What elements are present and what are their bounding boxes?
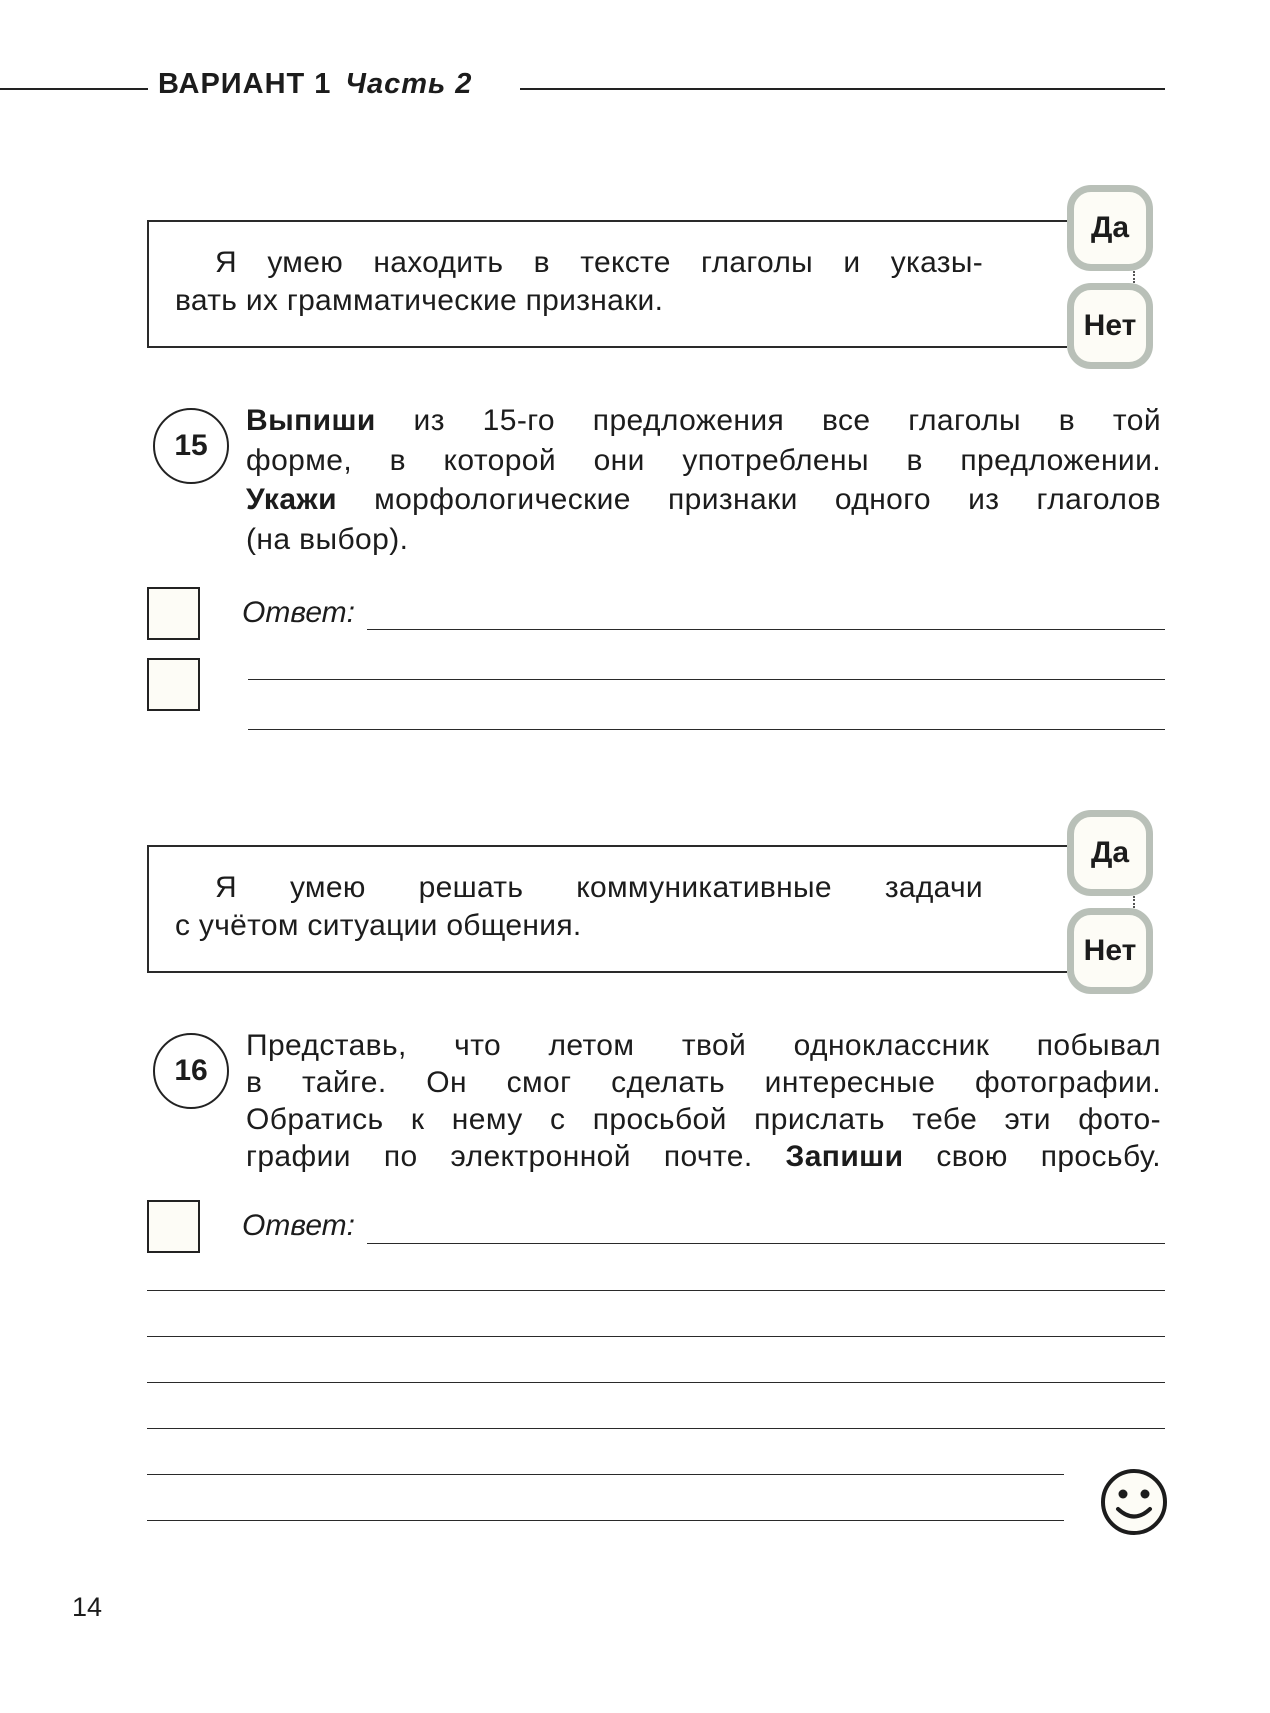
yes-button[interactable]: Да <box>1067 810 1153 896</box>
answer-line[interactable] <box>147 1428 1165 1429</box>
answer-line[interactable] <box>248 729 1165 730</box>
score-checkbox[interactable] <box>147 658 200 711</box>
page-number: 14 <box>72 1592 103 1622</box>
yes-button[interactable]: Да <box>1067 185 1153 271</box>
header-title <box>158 68 472 101</box>
answer-label: Ответ: <box>242 1209 355 1242</box>
answer-line[interactable] <box>248 679 1165 680</box>
answer-line[interactable] <box>367 1243 1165 1244</box>
score-checkbox[interactable] <box>147 587 200 640</box>
no-button[interactable]: Нет <box>1067 283 1153 369</box>
header-rule-left <box>0 88 148 90</box>
task-verb-bold: Запиши <box>785 1140 904 1173</box>
task-16-text: Представь, что летом твой одноклассник побывал в тайге. Он смог сделать интересные фотографии. Обратись к нему с просьбой прислать тебе эти фото- графии по электронной почте. Запиши свою просьбу. <box>246 1029 1161 1173</box>
variant-label: ВАРИАНТ 1 <box>158 68 332 100</box>
task-number-badge: 16 <box>153 1033 229 1109</box>
task-number-badge: 15 <box>153 408 229 484</box>
header-rule-right <box>520 88 1165 90</box>
yes-no-connector <box>1133 271 1135 283</box>
answer-line[interactable] <box>147 1382 1165 1383</box>
answer-label: Ответ: <box>242 596 355 629</box>
self-check-box <box>147 845 1067 973</box>
answer-line[interactable] <box>147 1290 1165 1291</box>
task-15-text: Выпиши из 15-го предложения все глаголы в той форме, в которой они употреблены в предложении. Укажи морфологические признаки одного из глаголов (на выбор). <box>246 404 1161 556</box>
part-label: Часть 2 <box>345 68 473 100</box>
self-check-box <box>147 220 1067 348</box>
task-verb-bold: Укажи <box>246 483 337 516</box>
yes-no-connector <box>1133 896 1135 908</box>
answer-line[interactable] <box>147 1336 1165 1337</box>
self-check-text: Я умею находить в тексте глаголы и указы- вать их грамматические признаки. <box>175 246 983 317</box>
smiley-icon <box>1098 1466 1170 1538</box>
score-checkbox[interactable] <box>147 1200 200 1253</box>
no-button[interactable]: Нет <box>1067 908 1153 994</box>
answer-line[interactable] <box>147 1520 1064 1521</box>
answer-line[interactable] <box>147 1474 1064 1475</box>
answer-line[interactable] <box>367 629 1165 630</box>
self-check-text: Я умею решать коммуникативные задачи с учётом ситуации общения. <box>175 871 983 942</box>
task-verb-bold: Выпиши <box>246 404 376 437</box>
